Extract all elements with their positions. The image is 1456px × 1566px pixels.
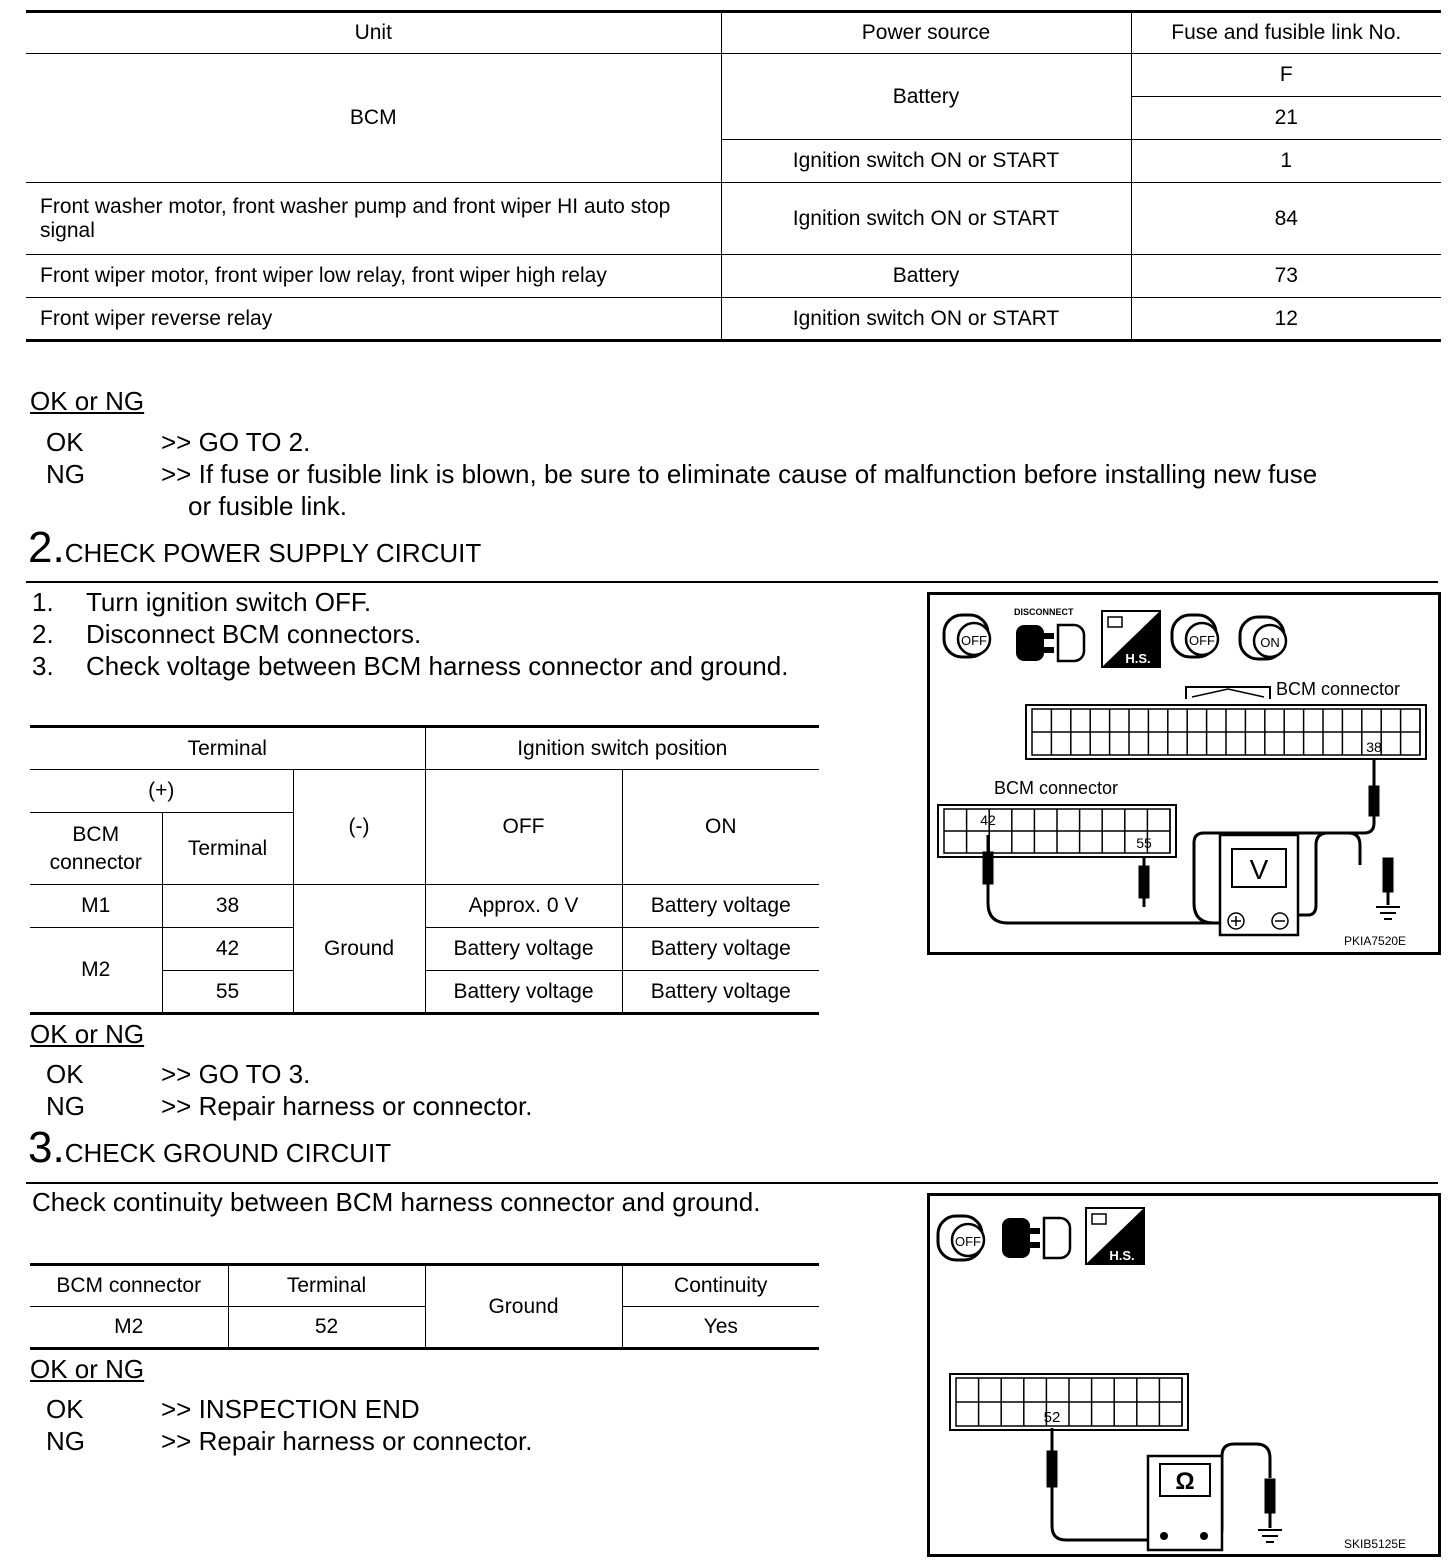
ng-value: >> If fuse or fusible link is blown, be sure to eliminate cause of malfunction before installing new fuse: [161, 459, 1318, 489]
table-cell-continuity: Yes: [622, 1307, 819, 1349]
fuse-table: [26, 10, 1441, 342]
table-cell-term: 38: [162, 885, 293, 928]
bcm-fuse-f: F: [1131, 54, 1441, 97]
ok-value: >> GO TO 3.: [161, 1059, 311, 1089]
ok-key: OK: [46, 1394, 84, 1424]
bcm-ign: Ignition switch ON or START: [721, 140, 1131, 183]
step-3-text: Check continuity between BCM harness connector and ground.: [32, 1187, 761, 1217]
table-row-fuse: 73: [1131, 255, 1441, 298]
terminal-55-label: 55: [1136, 835, 1152, 851]
step-3-heading: [28, 1123, 391, 1173]
header-fuse: Fuse and fusible link No.: [1131, 12, 1441, 54]
disconnect-icon: [1002, 1218, 1070, 1258]
header-unit: Unit: [26, 12, 721, 54]
table-row-unit: Front wiper motor, front wiper low relay, front wiper high relay: [26, 255, 721, 298]
continuity-diagram: [927, 1193, 1441, 1557]
table-cell-off: Battery voltage: [425, 928, 622, 971]
divider: [26, 1182, 1438, 1184]
table-cell-conn: M2: [30, 928, 162, 1014]
key-on-label: ON: [1260, 635, 1280, 650]
figure-code: SKIB5125E: [1344, 1537, 1407, 1551]
voltage-diagram: [927, 592, 1441, 955]
meter-label: V: [1249, 854, 1269, 885]
table-row-fuse: 84: [1131, 183, 1441, 255]
item-text: Check voltage between BCM harness connector and ground.: [86, 651, 789, 681]
list-item: [32, 619, 912, 651]
table-cell-term: 55: [162, 971, 293, 1014]
ok-key: OK: [46, 427, 84, 457]
key-off-label: OFF: [961, 633, 987, 648]
ok-value: >> GO TO 2.: [161, 427, 311, 457]
table-cell-off: Battery voltage: [425, 971, 622, 1014]
ground-icon: [1376, 907, 1400, 919]
ground-icon: [1258, 1530, 1282, 1542]
bcm-connector-label: BCM connector: [994, 778, 1119, 798]
hs-label: H.S.: [1125, 651, 1151, 666]
item-number: 3.: [32, 651, 54, 681]
step-number: 3.: [28, 1123, 65, 1172]
ground-table: [30, 1263, 819, 1350]
ng-key: NG: [46, 1426, 85, 1456]
ok-value: >> INSPECTION END: [161, 1394, 420, 1424]
table-row-unit: Front washer motor, front washer pump and front wiper HI auto stop signal: [26, 183, 721, 255]
bcm-fuse-1: 1: [1131, 140, 1441, 183]
ok-line: [46, 1394, 846, 1426]
meter-label: Ω: [1175, 1468, 1195, 1495]
ohmmeter-icon: [1148, 1456, 1222, 1550]
header-bcm-connector: BCM connector: [30, 1265, 228, 1307]
step-2-heading: [28, 523, 481, 573]
table-cell-term: 52: [228, 1307, 425, 1349]
table-cell-on: Battery voltage: [622, 885, 819, 928]
key-off-icon: [944, 615, 990, 657]
terminal-52-label: 52: [1043, 1409, 1061, 1426]
voltage-table: [30, 725, 819, 1015]
ok-line: [46, 427, 1446, 459]
header-minus: (-): [293, 770, 425, 885]
disconnect-label: DISCONNECT: [1014, 607, 1074, 617]
key-off-icon: [1172, 615, 1218, 657]
step-title: CHECK GROUND CIRCUIT: [64, 1138, 392, 1168]
ng-value: >> Repair harness or connector.: [161, 1091, 533, 1121]
ng-line: [46, 459, 1446, 491]
bcm-battery: Battery: [721, 54, 1131, 140]
voltmeter-icon: [1220, 835, 1298, 935]
ok-key: OK: [46, 1059, 84, 1089]
header-terminal: Terminal: [30, 727, 425, 770]
item-text: Disconnect BCM connectors.: [86, 619, 422, 649]
key-off-label: OFF: [1189, 633, 1215, 648]
step-title: CHECK POWER SUPPLY CIRCUIT: [64, 538, 482, 568]
table-cell-term: 42: [162, 928, 293, 971]
header-power-source: Power source: [721, 12, 1131, 54]
header-bcm-connector: BCM connector: [30, 813, 162, 885]
bcm-connector: [950, 1374, 1188, 1430]
table-cell-ground: Ground: [293, 885, 425, 1014]
table-cell-ground: Ground: [425, 1265, 622, 1349]
terminal-42-label: 42: [980, 812, 996, 828]
step-2-list: [32, 587, 912, 683]
header-plus: (+): [30, 770, 293, 813]
header-on: ON: [622, 770, 819, 885]
ok-line: [46, 1059, 846, 1091]
bcm-connector-left: [938, 805, 1176, 857]
diagram-svg: [930, 595, 1438, 952]
step-number: 2.: [28, 523, 65, 572]
ok-ng-heading: OK or NG: [30, 386, 145, 416]
ng-key: NG: [46, 459, 85, 489]
header-terminal-2: Terminal: [162, 813, 293, 885]
ok-ng-heading: OK or NG: [30, 1019, 145, 1049]
table-row-source: Ignition switch ON or START: [721, 183, 1131, 255]
header-off: OFF: [425, 770, 622, 885]
bcm-fuse-21: 21: [1131, 97, 1441, 140]
ng-key: NG: [46, 1091, 85, 1121]
table-cell-on: Battery voltage: [622, 971, 819, 1014]
ok-ng-heading: OK or NG: [30, 1354, 145, 1384]
hs-icon: [1102, 611, 1160, 667]
header-terminal: Terminal: [228, 1265, 425, 1307]
disconnect-icon: [1014, 607, 1084, 661]
list-item: [32, 587, 912, 619]
item-number: 2.: [32, 619, 54, 649]
table-cell-on: Battery voltage: [622, 928, 819, 971]
item-number: 1.: [32, 587, 54, 617]
table-row-unit: Front wiper reverse relay: [26, 298, 721, 341]
hs-label: H.S.: [1109, 1248, 1135, 1263]
ng-value-cont: or fusible link.: [188, 491, 347, 521]
ng-line: [46, 1091, 846, 1123]
table-row-source: Ignition switch ON or START: [721, 298, 1131, 341]
bcm-unit: BCM: [26, 54, 721, 183]
ng-line: [46, 1426, 846, 1458]
diagram-svg: [930, 1196, 1438, 1554]
header-continuity: Continuity: [622, 1265, 819, 1307]
figure-code: PKIA7520E: [1344, 934, 1407, 948]
list-item: [32, 651, 912, 683]
table-row-fuse: 12: [1131, 298, 1441, 341]
key-off-icon: [938, 1216, 984, 1260]
divider: [26, 581, 1438, 583]
header-ignition-position: Ignition switch position: [425, 727, 819, 770]
ng-value: >> Repair harness or connector.: [161, 1426, 533, 1456]
table-cell-conn: M1: [30, 885, 162, 928]
table-row-source: Battery: [721, 255, 1131, 298]
table-cell-off: Approx. 0 V: [425, 885, 622, 928]
bcm-connector-label: BCM connector: [1276, 679, 1401, 699]
key-off-label: OFF: [955, 1234, 981, 1249]
terminal-38-label: 38: [1366, 739, 1382, 755]
table-cell-conn: M2: [30, 1307, 228, 1349]
item-text: Turn ignition switch OFF.: [86, 587, 372, 617]
hs-icon: [1086, 1208, 1144, 1264]
key-on-icon: [1240, 617, 1286, 659]
